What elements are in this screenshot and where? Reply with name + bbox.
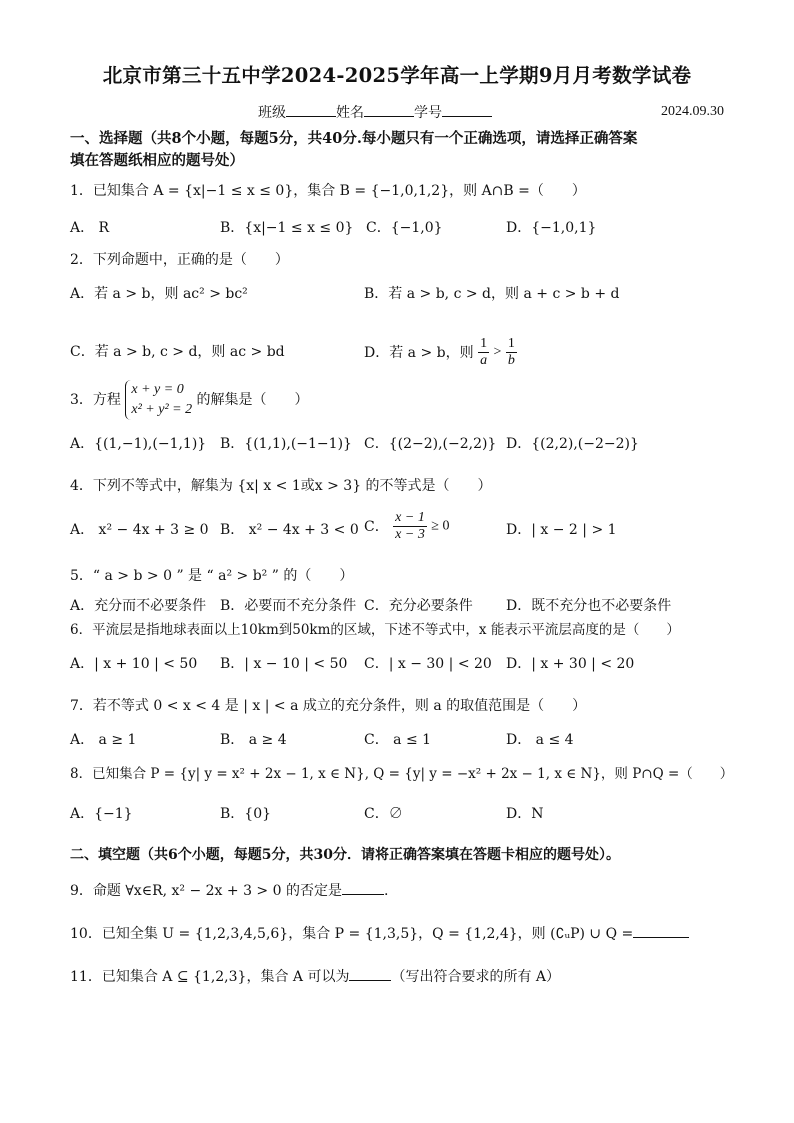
q6-option-c[interactable]: C．| x − 30 | < 20 — [364, 656, 492, 672]
q6-option-b[interactable]: B．| x − 10 | < 50 — [220, 656, 348, 672]
q3-suffix: 的解集是（ ） — [196, 392, 309, 408]
q1-options — [70, 218, 724, 238]
q4-option-c[interactable]: C． $\frac{x - 1}{x - 3}$ ≥ 0 — [364, 510, 450, 542]
section1-heading: 一、选择题（共8个小题，每题5分，共40分.每小题只有一个正确选项，请选择正确答案 — [70, 130, 638, 147]
q4-option-a[interactable]: A． x² − 4x + 3 ≥ 0 — [70, 522, 209, 538]
q2-option-d-label: D．若 a > b，则 — [364, 344, 474, 361]
id-blank[interactable] — [442, 102, 492, 117]
q7-option-b[interactable]: B． a ≥ 4 — [220, 732, 287, 748]
name-label: 姓名 — [336, 105, 364, 121]
q8-option-c[interactable]: C．∅ — [364, 806, 403, 822]
q9-tail: . — [383, 883, 389, 899]
q6-option-a[interactable]: A．| x + 10 | < 50 — [70, 656, 198, 672]
q1-option-d[interactable]: D．{−1,0,1} — [506, 220, 597, 236]
q9-text: 9．命题 ∀x∈R, x² − 2x + 3 > 0 的否定是 — [70, 883, 342, 899]
q7-option-d[interactable]: D． a ≤ 4 — [506, 732, 574, 748]
q1-option-c[interactable]: C．{−1,0} — [366, 220, 443, 236]
q9-answer-blank[interactable] — [342, 880, 384, 895]
q2-option-d-frac-1b: $\frac{1}{b}$ — [507, 336, 515, 368]
q11-tail: （写出符合要求的所有 A） — [391, 969, 561, 985]
q8-option-b[interactable]: B．{0} — [220, 806, 272, 822]
q4-stem: 4．下列不等式中，解集为 {x| x < 1或x > 3} 的不等式是（ ） — [70, 478, 492, 494]
q3-prefix: 3．方程 — [70, 392, 121, 408]
q6-options — [70, 654, 724, 674]
student-fields — [258, 102, 492, 123]
q2-option-d[interactable]: D．若 a > b，则 $\frac{1}{a}$ > $\frac{1}{b}$ — [364, 336, 515, 368]
q4-option-b[interactable]: B． x² − 4x + 3 < 0 — [220, 522, 359, 538]
q3-option-c[interactable]: C．{(2−2),(−2,2)} — [364, 436, 497, 452]
q8-option-d[interactable]: D．N — [506, 806, 544, 822]
q5-options — [70, 596, 724, 616]
q3-eq2: x² + y² = 2 — [131, 402, 193, 417]
q5-option-d[interactable]: D．既不充分也不必要条件 — [506, 598, 672, 614]
q4-option-c-label: C． — [364, 518, 389, 535]
q1-option-b[interactable]: B．{x|−1 ≤ x ≤ 0} — [220, 220, 354, 236]
exam-date: 2024.09.30 — [661, 104, 724, 119]
q2-option-c[interactable]: C．若 a > b, c > d，则 ac > bd — [70, 344, 285, 360]
q5-option-c[interactable]: C．充分必要条件 — [364, 598, 473, 614]
q5-option-a[interactable]: A．充分而不必要条件 — [70, 598, 207, 614]
q3-stem — [70, 380, 724, 428]
q1-option-a[interactable]: A． R — [70, 220, 110, 236]
q11-text: 11．已知集合 A ⊆ {1,2,3}，集合 A 可以为 — [70, 969, 350, 985]
q6-option-d[interactable]: D．| x + 30 | < 20 — [506, 656, 635, 672]
q2-option-d-frac-1a: $\frac{1}{a}$ — [480, 336, 488, 368]
q7-options — [70, 730, 724, 750]
q3-equation-system — [125, 380, 192, 420]
q2-stem: 2．下列命题中，正确的是（ ） — [70, 252, 289, 268]
q2-option-a[interactable]: A．若 a > b，则 ac² > bc² — [70, 286, 248, 302]
q8-option-a[interactable]: A．{−1} — [70, 806, 133, 822]
section2-heading: 二、填空题（共6个小题，每题5分，共30分．请将正确答案填在答题卡相应的题号处）。 — [70, 847, 620, 863]
q3-option-a[interactable]: A．{(1,−1),(−1,1)} — [70, 436, 207, 452]
q10-text: 10．已知全集 U = {1,2,3,4,5,6}，集合 P = {1,3,5}，Q = {1,2,4}，则 (∁ᵤP) ∪ Q = — [70, 926, 634, 942]
q10-answer-blank[interactable] — [633, 923, 689, 938]
q7-option-a[interactable]: A． a ≥ 1 — [70, 732, 137, 748]
q3-eq1: x + y = 0 — [131, 382, 184, 397]
class-blank[interactable] — [286, 102, 336, 117]
class-label: 班级 — [258, 105, 286, 121]
q11-answer-blank[interactable] — [349, 966, 391, 981]
q3-options — [70, 434, 724, 454]
q4-options — [70, 510, 724, 550]
q5-option-b[interactable]: B．必要而不充分条件 — [220, 598, 357, 614]
q2-options-row2 — [70, 336, 724, 370]
q5-stem: 5．“ a > b > 0 ” 是 “ a² > b² ” 的（ ） — [70, 568, 354, 584]
q7-stem: 7．若不等式 0 < x < 4 是 | x | < a 成立的充分条件，则 a 的取值范围是（ ） — [70, 698, 587, 714]
q11-stem — [70, 966, 724, 987]
q2-option-b[interactable]: B．若 a > b, c > d，则 a + c > b + d — [364, 286, 620, 302]
q3-option-d[interactable]: D．{(2,2),(−2−2)} — [506, 436, 639, 452]
q10-stem — [70, 923, 724, 944]
q8-options — [70, 804, 724, 824]
section1-heading-line2: 填在答题纸相应的题号处） — [70, 152, 244, 169]
q4-option-d[interactable]: D．| x − 2 | > 1 — [506, 522, 617, 538]
q2-options-row1 — [70, 284, 724, 304]
id-label: 学号 — [414, 105, 442, 121]
exam-meta — [70, 102, 724, 124]
q7-option-c[interactable]: C． a ≤ 1 — [364, 732, 432, 748]
q8-stem: 8．已知集合 P = {y| y = x² + 2x − 1, x ∈ N}, Q = {y| y = −x² + 2x − 1, x ∈ N}，则 P∩Q =（ ） — [70, 766, 734, 782]
exam-title: 北京市第三十五中学2024-2025学年高一上学期9月月考数学试卷 — [102, 64, 692, 87]
q6-stem: 6．平流层是指地球表面以上10km到50km的区域，下述不等式中，x 能表示平流层高度的是（ ） — [70, 622, 680, 638]
q1-stem: 1．已知集合 A = {x|−1 ≤ x ≤ 0}，集合 B = {−1,0,1,2}，则 A∩B =（ ） — [70, 183, 586, 199]
name-blank[interactable] — [364, 102, 414, 117]
q3-option-b[interactable]: B．{(1,1),(−1−1)} — [220, 436, 352, 452]
q9-stem — [70, 880, 724, 901]
q4-option-c-frac: $\frac{x - 1}{x - 3}$ — [395, 510, 425, 542]
